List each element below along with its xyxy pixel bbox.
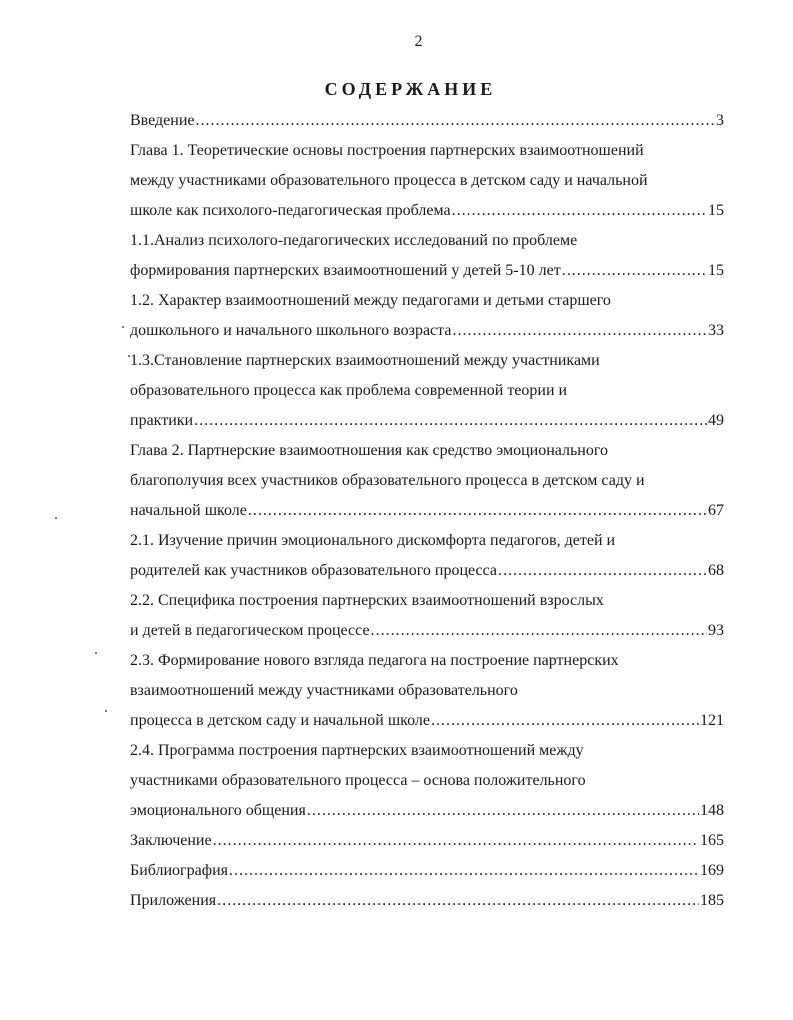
toc-entry-text: эмоционального общения (130, 802, 306, 819)
toc-entry-text: участниками образовательного процесса – основа положительного (130, 772, 586, 789)
toc-entry-last-line (130, 256, 724, 286)
toc-entry-text: дошкольного и начального школьного возраста (130, 322, 452, 339)
toc-entry-text: благополучия всех участников образовательного процесса в детском саду и (130, 472, 645, 489)
toc-entry-text: 1.1.Анализ психолого-педагогических исследований по проблеме (130, 232, 578, 249)
toc-entry-page: 165 (700, 832, 724, 849)
toc-leader-dots (452, 196, 707, 226)
toc-entry-last-line (130, 886, 724, 916)
toc-entry (130, 526, 724, 586)
toc-entry (130, 826, 724, 856)
toc-entry-line (130, 646, 724, 676)
toc-entry (130, 226, 724, 286)
toc-entry-text: практики (130, 412, 194, 429)
toc-entry-last-line (130, 406, 724, 436)
toc-entry-text: начальной школе (130, 502, 247, 519)
toc-entry-last-line (130, 856, 724, 886)
toc-entry (130, 856, 724, 886)
toc-entry-last-line (130, 496, 724, 526)
page-number: 2 (414, 33, 423, 50)
toc-entry-text: Библиография (130, 862, 228, 879)
toc-entry-text: Приложения (130, 892, 217, 909)
toc-entry-line (130, 346, 724, 376)
toc-entry-page: 68 (708, 562, 724, 579)
toc-leader-dots (562, 256, 707, 286)
toc-entry-line (130, 676, 724, 706)
toc-entry-text: Заключение (130, 832, 212, 849)
toc-entry-line (130, 286, 724, 316)
toc-leader-dots (452, 316, 707, 346)
toc-entry-text: и детей в педагогическом процессе (130, 622, 370, 639)
toc-leader-dots (194, 406, 707, 436)
toc-entry-page: 93 (708, 622, 724, 639)
toc-entry-text: школе как психолого-педагогическая проблема (130, 202, 451, 219)
toc-entry-page: 169 (700, 862, 724, 879)
toc-entry-line (130, 136, 724, 166)
toc-entry-text: 2.3. Формирование нового взгляда педагога на построение партнерских (130, 652, 619, 669)
toc-entry (130, 136, 724, 226)
toc-entry-page: 67 (708, 502, 724, 519)
toc-entry-text: взаимоотношений между участниками образовательного (130, 682, 518, 699)
toc-leader-dots (213, 826, 699, 856)
toc-leader-dots (307, 796, 699, 826)
toc-entry-page: 15 (708, 202, 724, 219)
toc-entry (130, 586, 724, 646)
toc-entry-page: 121 (700, 712, 724, 729)
toc-entry-line (130, 586, 724, 616)
toc-entry-line (130, 526, 724, 556)
toc-entry (130, 106, 724, 136)
toc-leader-dots (217, 886, 699, 916)
toc-entry-last-line (130, 796, 724, 826)
toc-leader-dots (229, 856, 699, 886)
toc-entry-last-line (130, 706, 724, 736)
toc-entry-text: формирования партнерских взаимоотношений у детей 5-10 лет (130, 262, 561, 279)
toc-entry (130, 886, 724, 916)
toc-entry-page: 185 (700, 892, 724, 909)
toc-entry-last-line (130, 616, 724, 646)
toc-entry-text: 1.2. Характер взаимоотношений между педагогами и детьми старшего (130, 292, 611, 309)
toc-entry-line (130, 166, 724, 196)
toc-entry-text: родителей как участников образовательного процесса (130, 562, 497, 579)
toc-leader-dots (248, 496, 707, 526)
toc-leader-dots (431, 706, 699, 736)
toc-entry-page: 49 (708, 412, 724, 429)
toc-entry (130, 736, 724, 826)
toc-entry-last-line (130, 826, 724, 856)
toc-entry (130, 436, 724, 526)
toc-entry-text: Глава 1. Теоретические основы построения партнерских взаимоотношений (130, 142, 644, 159)
toc-entry-last-line (130, 196, 724, 226)
table-of-contents (130, 106, 724, 916)
toc-leader-dots (371, 616, 707, 646)
toc-entry (130, 646, 724, 736)
toc-entry-line (130, 736, 724, 766)
toc-entry-page: 3 (716, 112, 724, 129)
toc-entry-text: 2.4. Программа построения партнерских взаимоотношений между (130, 742, 584, 759)
toc-entry-text: Глава 2. Партнерские взаимоотношения как средство эмоционального (130, 442, 608, 459)
toc-entry (130, 346, 724, 436)
toc-leader-dots (498, 556, 707, 586)
toc-entry-line (130, 226, 724, 256)
toc-entry-page: 148 (700, 802, 724, 819)
toc-entry-last-line (130, 556, 724, 586)
toc-entry-text: процесса в детском саду и начальной школе (130, 712, 430, 729)
toc-entry (130, 286, 724, 346)
toc-entry-text: Введение (130, 112, 195, 129)
toc-entry-text: между участниками образовательного процесса в детском саду и начальной (130, 172, 648, 189)
toc-entry-last-line (130, 106, 724, 136)
toc-entry-line (130, 466, 724, 496)
toc-entry-text: 2.1. Изучение причин эмоционального дискомфорта педагогов, детей и (130, 532, 616, 549)
toc-entry-last-line (130, 316, 724, 346)
toc-entry-page: 15 (708, 262, 724, 279)
toc-entry-text: 1.3.Становление партнерских взаимоотношений между участниками (130, 352, 600, 369)
toc-entry-line (130, 376, 724, 406)
toc-entry-line (130, 766, 724, 796)
toc-entry-text: образовательного процесса как проблема современной теории и (130, 382, 568, 399)
toc-leader-dots (196, 106, 716, 136)
toc-entry-line (130, 436, 724, 466)
toc-entry-text: 2.2. Специфика построения партнерских взаимоотношений взрослых (130, 592, 604, 609)
toc-title: СОДЕРЖАНИЕ (324, 79, 497, 99)
toc-entry-page: 33 (708, 322, 724, 339)
